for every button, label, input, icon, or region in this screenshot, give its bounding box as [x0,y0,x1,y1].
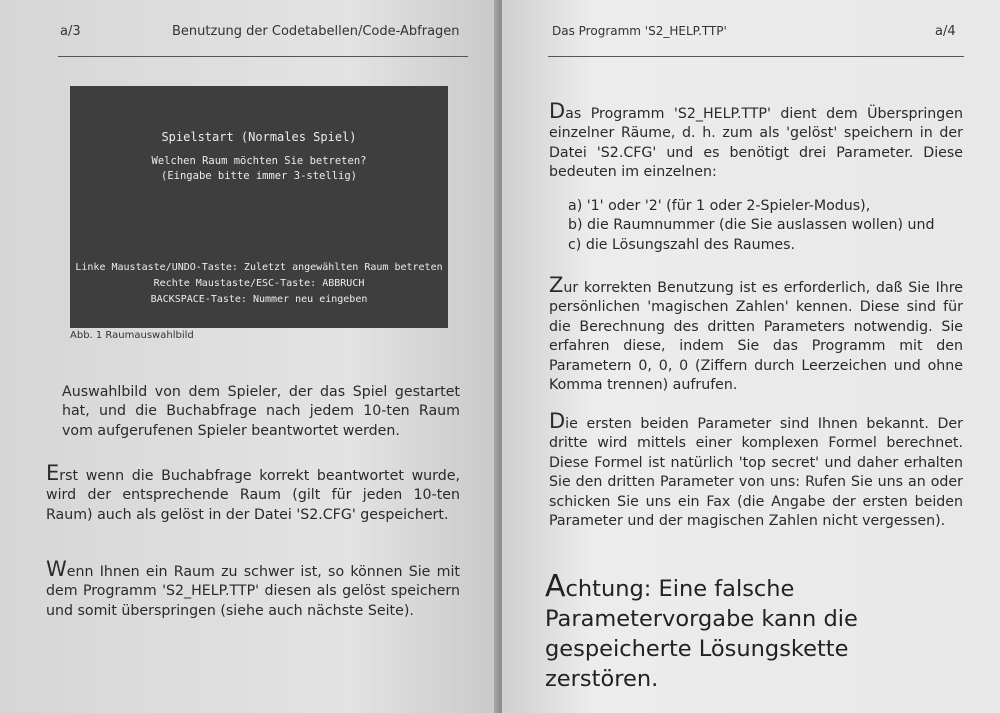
left-paragraph-2-text: rst wenn die Buchabfrage korrekt beantwortet wurde, wird der entsprechende Raum (gilt für jeden 10-ten Raum) auch als gelöst in der Datei 'S2.CFG' gespeichert. [46,468,460,523]
right-paragraph-3-text: ie ersten beiden Parameter sind Ihnen bekannt. Der dritte wird mittels einer komplexen Formel berechnet. Diese Formel ist natürlich 'top secret' und daher erhalten Sie den dritten Parameter von uns: Rufen Sie uns an oder schicken Sie uns ein Fax (die Angabe der ersten beiden Parameter und der magischen Zahlen nicht vergessen). [549,416,963,530]
left-paragraph-3-text: enn Ihnen ein Raum zu schwer ist, so können Sie mit dem Programm 'S2_HELP.TTP' diesen als gelöst speichern und somit überspringen (siehe auch nächste Seite). [46,564,460,619]
screen-hint: (Eingabe bitte immer 3-stellig) [161,170,357,182]
drop-cap: Z [549,273,564,297]
right-header-rule [548,56,964,57]
list-item: c) die Lösungszahl des Raumes. [568,236,796,253]
left-paragraph-2 [46,461,460,525]
drop-cap: W [46,557,67,581]
right-paragraph-2-text: ur korrekten Benutzung ist es erforderlich, daß Sie Ihre persönlichen 'magischen Zahlen' kennen. Diese sind für die Berechnung des dritten Parameters notwendig. Sie erfahren diese, indem Sie das Programm mit den Parametern 0, 0, 0 (Ziffern durch Leerzeichen und ohne Komma trennen) aufrufen. [549,280,963,394]
left-paragraph-3 [46,557,460,621]
parameter-list [568,197,962,255]
list-item: b) die Raumnummer (die Sie auslassen wollen) und [568,217,935,234]
screen-line-1: Linke Maustaste/UNDO-Taste: Zuletzt angewählten Raum betreten [75,262,443,273]
right-paragraph-1 [549,99,963,183]
left-paragraph-1 [62,383,460,441]
left-page-number: a/3 [60,24,81,39]
drop-cap: D [549,99,566,123]
right-paragraph-1-text: as Programm 'S2_HELP.TTP' dient dem Überspringen einzelner Räume, d. h. zum als 'gelöst' speichern in der Datei 'S2.CFG' und es benötigt drei Parameter. Diese bedeuten im einzelnen: [549,106,963,181]
right-header-title: Das Programm 'S2_HELP.TTP' [552,24,727,38]
warning-text: chtung: Eine falsche Parametervorgabe kann die gespeicherte Lösungskette zerstören. [545,576,858,692]
right-paragraph-3 [549,409,963,531]
warning-note [545,569,957,694]
figure-caption: Abb. 1 Raumauswahlbild [70,330,194,341]
left-header-title: Benutzung der Codetabellen/Code-Abfragen [172,24,460,39]
right-page-number: a/4 [935,24,956,39]
left-header-rule [58,56,468,57]
screen-line-2: Rechte Maustaste/ESC-Taste: ABBRUCH [153,278,365,289]
right-paragraph-2 [549,273,963,395]
drop-cap: E [46,461,60,485]
room-selection-screenshot [70,86,448,328]
drop-cap: D [549,409,566,433]
screen-question: Welchen Raum möchten Sie betreten? [151,155,367,167]
left-paragraph-1-text: Auswahlbild von dem Spieler, der das Spiel gestartet hat, und die Buchabfrage nach jedem 10-ten Raum vom aufgerufenen Spieler beantwortet werden. [62,384,460,439]
drop-cap: A [545,569,566,604]
list-item: a) '1' oder '2' (für 1 oder 2-Spieler-Modus), [568,198,871,214]
screen-title: Spielstart (Normales Spiel) [161,130,357,144]
screen-line-3: BACKSPACE-Taste: Nummer neu eingeben [150,294,368,305]
